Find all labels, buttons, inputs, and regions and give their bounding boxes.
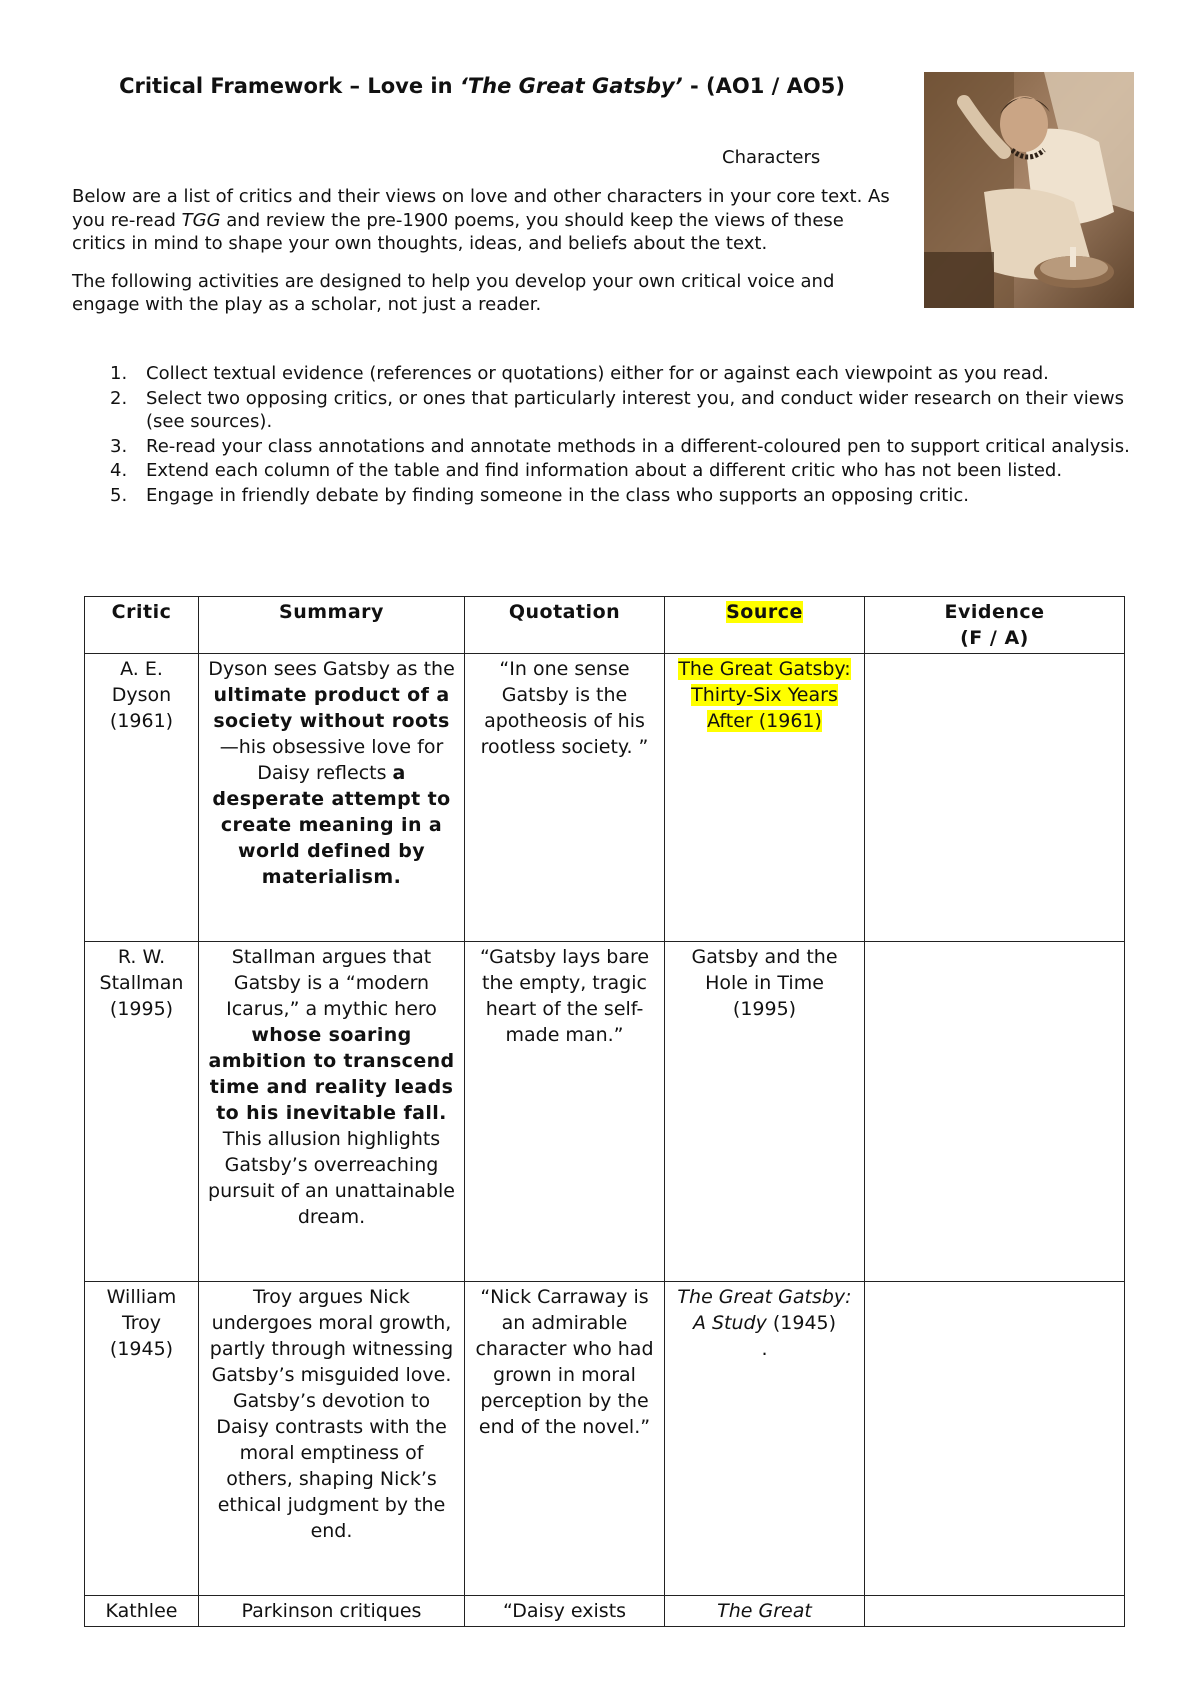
quotation-cell: “Daisy exists [465, 1596, 665, 1627]
header-quotation: Quotation [465, 597, 665, 654]
source-year: (1945) [766, 1312, 837, 1334]
intro-p1-italic: TGG [181, 209, 221, 231]
source-highlighted: The Great Gatsby: Thirty-Six Years After (1961) [678, 658, 851, 732]
summary-bold-segment: ultimate product of a society without roots [213, 684, 450, 732]
table-row [85, 654, 1125, 942]
summary-bold-segment: whose soaring ambition to transcend time and reality leads to his inevitable fall. [208, 1024, 455, 1124]
task-text: Collect textual evidence (references or quotations) either for or against each viewpoint as you read. [146, 363, 1049, 384]
evidence-cell [865, 942, 1125, 1282]
header-evidence-line1: Evidence [944, 601, 1045, 623]
critic-cell: A. E. Dyson (1961) [85, 654, 199, 942]
intro-text [72, 185, 892, 331]
subtitle: Characters [722, 147, 821, 168]
summary-segment: Dyson sees Gatsby as the [208, 658, 455, 680]
source-cell [665, 1282, 865, 1596]
quotation-cell: “In one sense Gatsby is the apotheosis of his rootless society. ” [465, 654, 665, 942]
task-number: 2. [110, 387, 128, 409]
header-source [665, 597, 865, 654]
intro-paragraph-2: The following activities are designed to help you develop your own critical voice and engage with the play as a scholar, not just a reader. [72, 270, 835, 315]
header-evidence [865, 597, 1125, 654]
summary-cell [199, 942, 465, 1282]
title-italic: ‘The Great Gatsby’ [459, 74, 683, 98]
evidence-cell [865, 1282, 1125, 1596]
source-cell: Gatsby and the Hole in Time (1995) [665, 942, 865, 1282]
task-number: 5. [110, 484, 128, 506]
intro-paragraph-1 [72, 185, 892, 256]
intro-p1-b: and review the pre-1900 poems, you should keep the views of these critics in mind to shape your own thoughts, ideas, and beliefs about the text. [72, 209, 844, 254]
page-title [72, 72, 892, 101]
table-row [85, 1596, 1125, 1627]
title-part1: Critical Framework – Love in [119, 74, 460, 98]
critics-table [84, 596, 1125, 1627]
task-text: Re-read your class annotations and annotate methods in a different-coloured pen to support critical analysis. [146, 435, 1130, 457]
source-dot: . [761, 1338, 768, 1360]
task-item [110, 435, 1140, 459]
task-text: Engage in friendly debate by finding someone in the class who supports an opposing critic. [146, 484, 969, 506]
task-number: 3. [110, 435, 128, 457]
summary-bold-segment: a desperate attempt to create meaning in a world defined by materialism. [212, 762, 451, 888]
table-header-row [85, 597, 1125, 654]
critic-cell: R. W. Stallman (1995) [85, 942, 199, 1282]
task-number: 1. [110, 363, 128, 384]
task-item [110, 387, 1140, 434]
task-item [110, 484, 1140, 508]
title-part2: - (AO1 / AO5) [682, 74, 845, 98]
source-cell [665, 654, 865, 942]
header-summary: Summary [199, 597, 465, 654]
source-cell [665, 1596, 865, 1627]
intro-p1-a: Below are a list of critics and their views on love and other characters in your core text. As you re-read [72, 186, 890, 231]
summary-segment: This allusion highlights Gatsby’s overreaching pursuit of an unattainable dream. [208, 1128, 455, 1228]
task-list [110, 362, 1140, 508]
task-text: Select two opposing critics, or ones that particularly interest you, and conduct wider research on their views (see sources). [146, 387, 1124, 432]
header-source-label: Source [726, 601, 803, 623]
task-item [110, 362, 1140, 386]
evidence-cell [865, 654, 1125, 942]
summary-cell: Troy argues Nick undergoes moral growth, partly through witnessing Gatsby’s misguided love. Gatsby’s devotion to Daisy contrasts with the moral emptiness of others, shaping Nick’s ethical judgment by the end. [199, 1282, 465, 1596]
summary-cell [199, 654, 465, 942]
table-row [85, 942, 1125, 1282]
task-item [110, 459, 1140, 483]
task-number: 4. [110, 460, 128, 481]
task-text: Extend each column of the table and find information about a different critic who has not been listed. [146, 460, 1063, 481]
source-italic: The Great Gatsby: A Study [677, 1286, 852, 1334]
woman-portrait-photo [924, 72, 1134, 308]
summary-segment: —his obsessive love for Daisy reflects [219, 736, 444, 784]
table-row [85, 1282, 1125, 1596]
quotation-cell: “Nick Carraway is an admirable character who had grown in moral perception by the end of the novel.” [465, 1282, 665, 1596]
quotation-cell: “Gatsby lays bare the empty, tragic heart of the self-made man.” [465, 942, 665, 1282]
summary-segment: Stallman argues that Gatsby is a “modern Icarus,” a mythic hero [226, 946, 437, 1020]
critic-cell: William Troy (1945) [85, 1282, 199, 1596]
evidence-cell [865, 1596, 1125, 1627]
critic-cell: Kathlee [85, 1596, 199, 1627]
summary-cell: Parkinson critiques [199, 1596, 465, 1627]
source-italic: The Great [717, 1600, 812, 1622]
sepia-photo-graphic [924, 72, 1134, 308]
header-critic: Critic [85, 597, 199, 654]
header-evidence-line2: (F / A) [960, 627, 1029, 649]
